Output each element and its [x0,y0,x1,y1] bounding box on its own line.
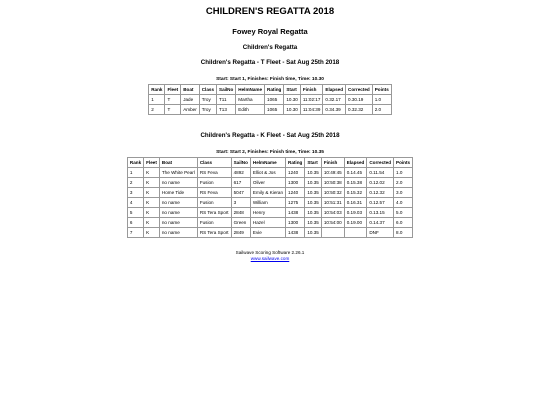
table-cell: K [144,188,160,198]
table-cell: 0.13.15 [367,208,394,218]
table-cell: no name [159,208,197,218]
table-cell: Edith [236,105,265,115]
column-header: Boat [159,158,197,168]
column-header: Rating [286,158,305,168]
table-cell: 0.12.02 [367,178,394,188]
table-cell: 3 [127,188,143,198]
table-row [127,218,412,228]
table-cell: Home Tide [159,188,197,198]
table-cell: 8.0 [394,228,413,238]
column-header: Rating [265,85,284,95]
table-cell: 0.12.32 [367,188,394,198]
table-cell: 1065 [265,105,284,115]
table-row [127,188,412,198]
table-cell: K [144,208,160,218]
table-cell: no name [159,178,197,188]
table-cell: K [144,178,160,188]
column-header: Finish [321,158,344,168]
event-name: Children's Regatta [242,44,298,51]
race-heading: Children's Regatta - T Fleet - Sat Aug 25th 2018 [200,59,340,66]
table-row [149,95,392,105]
table-cell: 4.0 [394,198,413,208]
table-cell: 10.30 [284,105,301,115]
results-table-t-fleet [148,84,392,115]
table-cell: 10.35 [305,218,322,228]
race-section-t-fleet [0,59,540,115]
table-cell: 1275 [286,198,305,208]
column-header: Fleet [144,158,160,168]
table-cell: 0.12.57 [367,198,394,208]
table-cell: K [144,198,160,208]
start-info: Start: Start 2, Finishes: Finish time, Time: 10.35 [216,150,324,155]
table-cell: 10:49:45 [321,168,344,178]
footer [0,250,540,262]
table-cell: 10:54:03 [321,208,344,218]
table-cell: T11 [217,95,236,105]
table-cell: 1065 [265,95,284,105]
table-cell: Fusion [197,218,231,228]
table-cell: 2848 [231,208,250,218]
column-header: Points [372,85,391,95]
table-cell: K [144,228,160,238]
table-cell: 0.34.39 [323,105,346,115]
table-cell: 10.35 [305,228,322,238]
table-cell: Oliver [250,178,285,188]
table-cell: 1 [149,95,165,105]
table-cell: Troy [199,105,216,115]
table-cell: 10:54:00 [321,218,344,228]
table-cell: Fusion [197,198,231,208]
table-cell: 10:50:38 [321,178,344,188]
table-cell: 10:51:31 [321,198,344,208]
table-cell: William [250,198,285,208]
table-cell: 2 [149,105,165,115]
table-cell: 0.16.31 [344,198,367,208]
table-cell: Green [231,218,250,228]
table-cell: T13 [217,105,236,115]
table-cell: 6.0 [394,218,413,228]
table-row [127,168,412,178]
table-row [127,198,412,208]
table-cell: 4892 [231,168,250,178]
start-info: Start: Start 1, Finishes: Finish time, Time: 10.30 [216,77,324,82]
table-cell: 0.32.32 [346,105,373,115]
table-cell: Emily & Kieran [250,188,285,198]
table-cell: 11:02:17 [300,95,323,105]
table-cell: 2.0 [372,105,391,115]
table-cell: The White Pearl [159,168,197,178]
table-cell: 0.32.17 [323,95,346,105]
table-cell: 0.30.19 [346,95,373,105]
table-cell: 1300 [286,218,305,228]
column-header: Finish [300,85,323,95]
table-cell: 2.0 [394,178,413,188]
table-cell: T [165,105,181,115]
table-cell: 5.0 [394,208,413,218]
column-header: Elapsed [323,85,346,95]
column-header: Start [305,158,322,168]
table-cell: 0.11.54 [367,168,394,178]
column-header: Rank [127,158,143,168]
table-cell: Evie [250,228,285,238]
table-cell: 1.0 [372,95,391,105]
table-cell: 5047 [231,188,250,198]
table-cell: 2 [127,178,143,188]
race-section-k-fleet [0,132,540,238]
table-cell: RS Feva [197,188,231,198]
table-cell: RS Tera Sport [197,228,231,238]
page-title: CHILDREN'S REGATTA 2018 [205,6,335,17]
table-cell: RS Tera Sport [197,208,231,218]
table-cell: Martha [236,95,265,105]
table-cell: 5 [127,208,143,218]
table-cell: 6 [127,218,143,228]
table-header-row [127,158,412,168]
table-cell: Amber [181,105,200,115]
software-credit: Sailwave Scoring Software 2.26.1 [235,250,305,255]
table-cell: Fusion [197,178,231,188]
table-cell: 10.35 [305,178,322,188]
table-cell: 3 [231,198,250,208]
table-cell: 0.19.00 [344,218,367,228]
table-cell: no name [159,228,197,238]
table-cell: 0.14.45 [344,168,367,178]
table-row [149,105,392,115]
column-header: Corrected [346,85,373,95]
table-cell: 1438 [286,228,305,238]
page-subtitle: Fowey Royal Regatta [232,27,308,36]
table-cell: DNF [367,228,394,238]
table-cell: 3.0 [394,188,413,198]
table-cell: 617 [231,178,250,188]
table-cell [321,228,344,238]
column-header: Boat [181,85,200,95]
table-cell: 0.15.38 [344,178,367,188]
column-header: HelmName [236,85,265,95]
table-header-row [149,85,392,95]
table-cell: 0.14.37 [367,218,394,228]
table-row [127,178,412,188]
table-row [127,228,412,238]
table-cell: Jade [181,95,200,105]
table-cell: 1438 [286,208,305,218]
table-cell [344,228,367,238]
table-cell: 0.15.32 [344,188,367,198]
table-cell: Hazel [250,218,285,228]
column-header: Elapsed [344,158,367,168]
column-header: Points [394,158,413,168]
table-cell: 7 [127,228,143,238]
table-cell: Elliot & Jos [250,168,285,178]
table-cell: 1300 [286,178,305,188]
column-header: Class [199,85,216,95]
table-cell: 10:50:32 [321,188,344,198]
column-header: SailNo [217,85,236,95]
table-row [127,208,412,218]
column-header: SailNo [231,158,250,168]
table-cell: 1.0 [394,168,413,178]
column-header: Rank [149,85,165,95]
table-cell: K [144,218,160,228]
column-header: Start [284,85,301,95]
table-cell: Henry [250,208,285,218]
column-header: Class [197,158,231,168]
table-cell: 10.30 [284,95,301,105]
table-cell: K [144,168,160,178]
table-cell: no name [159,198,197,208]
table-cell: 0.19.03 [344,208,367,218]
table-cell: Troy [199,95,216,105]
table-cell: 10.35 [305,188,322,198]
results-table-k-fleet [127,157,413,238]
sailwave-link[interactable]: www.sailwave.com [250,256,290,261]
table-cell: 2849 [231,228,250,238]
table-cell: RS Feva [197,168,231,178]
table-cell: no name [159,218,197,228]
column-header: HelmName [250,158,285,168]
column-header: Fleet [165,85,181,95]
table-cell: 4 [127,198,143,208]
table-cell: 10.35 [305,198,322,208]
table-cell: T [165,95,181,105]
table-cell: 1240 [286,168,305,178]
table-cell: 10.35 [305,168,322,178]
column-header: Corrected [367,158,394,168]
table-cell: 1 [127,168,143,178]
table-cell: 10.35 [305,208,322,218]
table-cell: 11:04:39 [300,105,323,115]
table-cell: 1240 [286,188,305,198]
race-heading: Children's Regatta - K Fleet - Sat Aug 25th 2018 [200,132,340,139]
